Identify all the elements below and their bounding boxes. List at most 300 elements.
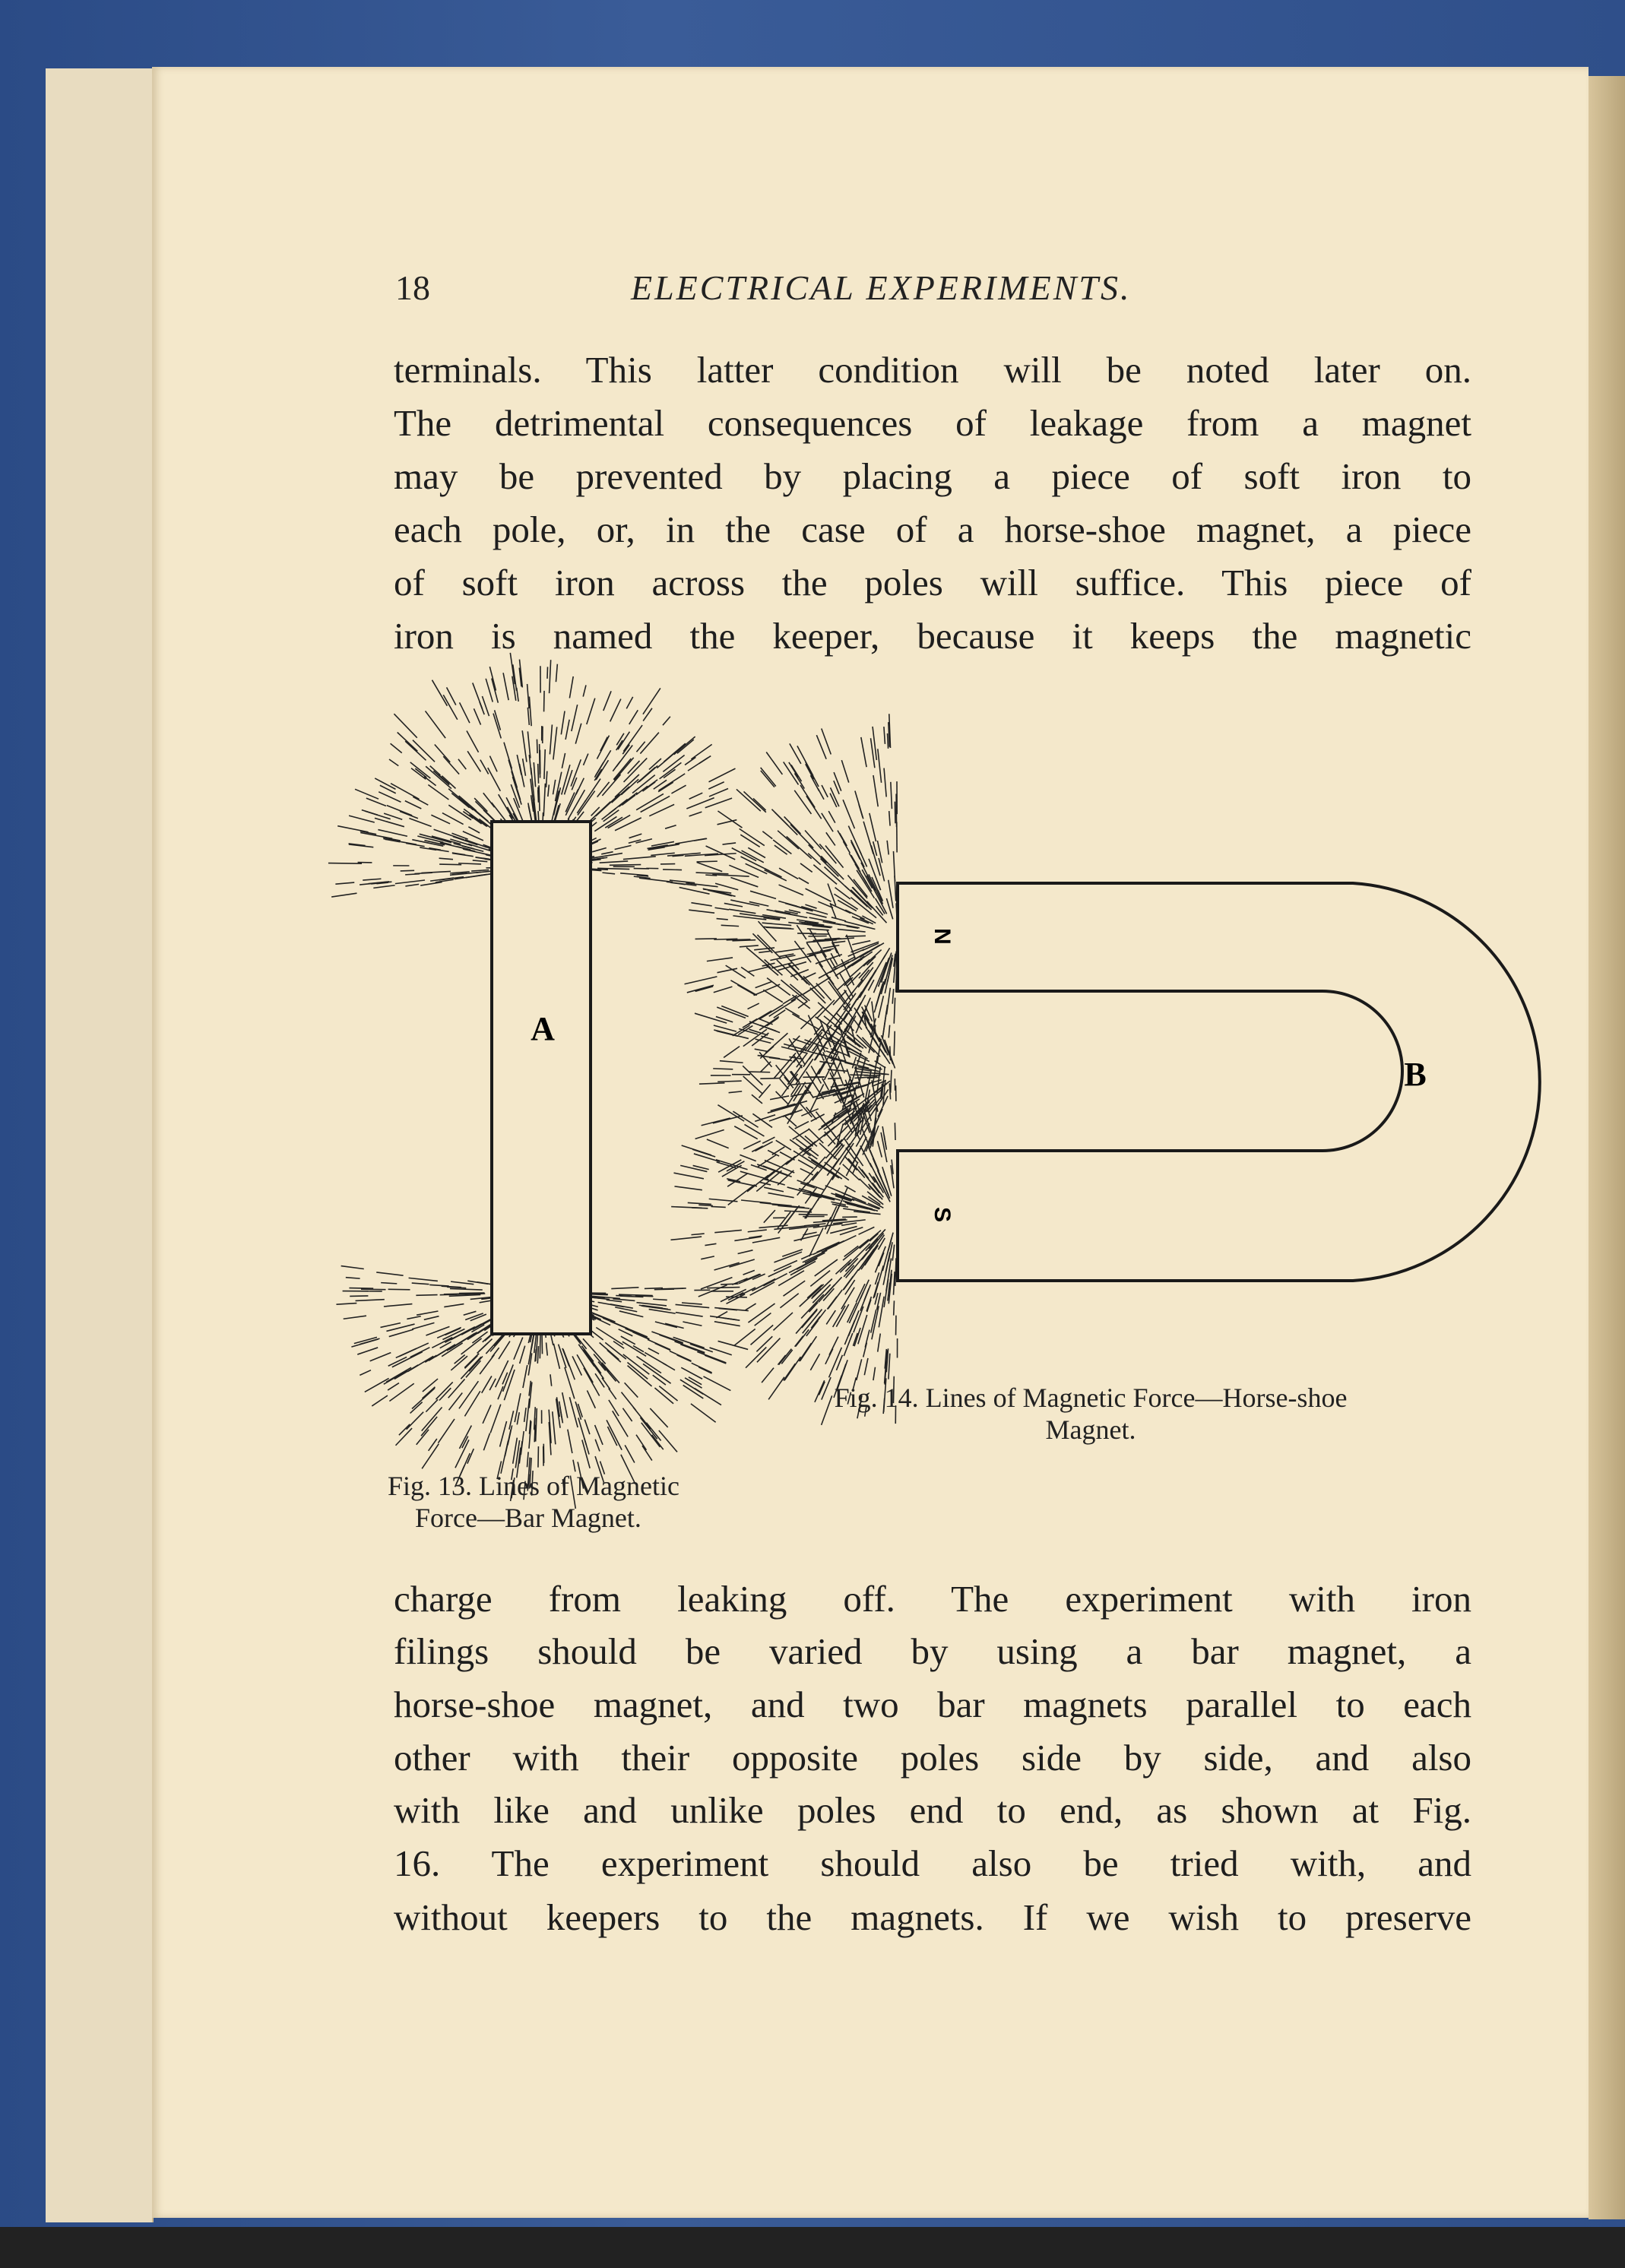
filing-stroke: [695, 1389, 721, 1405]
filing-stroke: [538, 764, 539, 784]
filing-stroke: [610, 1304, 633, 1308]
filing-stroke: [522, 730, 527, 762]
filing-stroke: [683, 1322, 702, 1326]
filing-stroke: [527, 708, 529, 725]
filing-stroke: [603, 691, 611, 711]
text-line: 16. The experiment should also be tried with, and: [394, 1842, 1471, 1884]
filing-stroke: [707, 1139, 729, 1148]
filing-stroke: [709, 789, 728, 797]
filing-stroke: [748, 1003, 759, 1009]
filing-stroke: [894, 1300, 895, 1315]
filing-stroke: [809, 844, 827, 863]
filing-stroke: [636, 786, 648, 794]
filing-stroke: [759, 1085, 770, 1098]
filing-stroke: [766, 927, 793, 929]
filing-stroke: [727, 1294, 746, 1304]
filing-stroke: [746, 1303, 756, 1310]
filing-stroke: [806, 1320, 819, 1335]
filing-stroke: [779, 1349, 792, 1365]
text-line: with like and unlike poles end to end, as shown at Fig.: [394, 1789, 1471, 1831]
filing-stroke: [639, 878, 673, 882]
filing-stroke: [331, 893, 356, 897]
filing-stroke: [682, 1145, 711, 1155]
filing-stroke: [587, 1390, 595, 1408]
filing-stroke: [592, 847, 607, 851]
filing-stroke: [702, 1118, 730, 1126]
filing-stroke: [743, 1270, 755, 1275]
text-line: The detrimental consequences of leakage from a magnet: [394, 402, 1471, 444]
filing-stroke: [671, 1207, 702, 1208]
filing-stroke: [752, 1279, 775, 1291]
filing-stroke: [717, 811, 742, 828]
filing-stroke: [480, 760, 489, 774]
filing-stroke: [764, 1187, 784, 1192]
filing-stroke: [677, 1355, 692, 1362]
filing-stroke: [632, 1332, 649, 1340]
filing-stroke: [439, 864, 461, 865]
filing-stroke: [689, 812, 702, 816]
filing-stroke: [888, 733, 889, 749]
filing-stroke: [717, 919, 728, 920]
filing-stroke: [629, 834, 642, 838]
filing-stroke: [622, 795, 635, 805]
filing-stroke: [879, 996, 884, 1018]
filing-stroke: [790, 1092, 811, 1096]
filing-stroke: [458, 759, 466, 769]
filing-stroke: [594, 816, 616, 831]
filing-stroke: [584, 754, 588, 765]
filing-stroke: [474, 708, 480, 724]
filing-stroke: [711, 1206, 726, 1207]
filing-stroke: [794, 790, 811, 814]
filing-stroke: [602, 1363, 619, 1383]
filing-stroke: [717, 1007, 746, 1018]
filing-stroke: [835, 1004, 851, 1027]
filing-stroke: [870, 813, 876, 841]
text-line: other with their opposite poles side by side, and also: [394, 1737, 1471, 1779]
filing-stroke: [676, 1313, 703, 1316]
filing-stroke: [835, 1084, 846, 1108]
filing-stroke: [643, 708, 652, 721]
filing-stroke: [752, 1237, 780, 1243]
filing-stroke: [655, 1343, 670, 1350]
filing-stroke: [438, 1419, 455, 1443]
filing-stroke: [768, 1105, 796, 1113]
filing-stroke: [422, 1387, 435, 1398]
filing-stroke: [835, 1259, 851, 1274]
horseshoe-label: B: [1404, 1056, 1427, 1093]
filing-stroke: [575, 724, 581, 744]
filing-stroke: [619, 1311, 643, 1317]
iron-filings-lines: [328, 653, 898, 1509]
filing-stroke: [834, 772, 841, 791]
filing-stroke: [596, 760, 608, 780]
filing-stroke: [755, 1313, 771, 1326]
filing-stroke: [464, 1391, 480, 1416]
filing-stroke: [561, 711, 565, 734]
filing-stroke: [843, 841, 850, 853]
filing-stroke: [429, 1284, 448, 1286]
filing-stroke: [770, 1096, 789, 1100]
filing-stroke: [399, 1424, 410, 1435]
filing-stroke: [505, 1430, 511, 1457]
filing-stroke: [431, 815, 450, 824]
filing-stroke: [719, 1308, 737, 1310]
filing-stroke: [611, 1288, 638, 1289]
filing-stroke: [401, 870, 414, 871]
filing-stroke: [809, 917, 832, 922]
filing-stroke: [811, 1316, 820, 1328]
filing-stroke: [889, 880, 893, 908]
filing-stroke: [388, 1383, 399, 1390]
filing-stroke: [584, 779, 600, 803]
filing-stroke: [748, 847, 765, 857]
filing-stroke: [665, 1323, 683, 1328]
filing-stroke: [553, 1411, 556, 1444]
filing-stroke: [466, 1360, 480, 1377]
filing-stroke: [394, 1365, 418, 1379]
filing-stroke: [610, 865, 641, 866]
filing-stroke: [758, 1155, 776, 1167]
filing-stroke: [851, 840, 865, 867]
filing-stroke: [799, 1343, 811, 1361]
filing-stroke: [697, 861, 717, 862]
filing-stroke: [613, 1411, 628, 1437]
filing-stroke: [740, 1155, 755, 1161]
filing-stroke: [628, 1366, 652, 1386]
south-pole-label: S: [930, 1206, 955, 1223]
filing-stroke: [387, 806, 412, 816]
filing-stroke: [724, 1047, 740, 1058]
filing-stroke: [439, 858, 453, 859]
filing-stroke: [892, 989, 893, 1004]
filing-stroke: [841, 1223, 857, 1225]
filing-stroke: [776, 1140, 791, 1150]
filing-stroke: [841, 760, 848, 782]
filing-stroke: [754, 984, 781, 996]
filing-stroke: [864, 1288, 869, 1300]
filing-stroke: [877, 1141, 882, 1157]
filing-stroke: [832, 942, 838, 953]
filing-stroke: [692, 1363, 712, 1373]
filing-stroke: [568, 1430, 572, 1453]
filing-stroke: [550, 724, 552, 754]
filing-stroke: [594, 750, 610, 778]
filing-stroke: [391, 784, 419, 800]
filing-stroke: [517, 755, 521, 774]
filing-stroke: [664, 743, 685, 762]
filing-stroke: [486, 679, 493, 702]
caption-line: Fig. 14. Lines of Magnetic Force—Horse-shoe: [834, 1383, 1348, 1413]
filing-stroke: [798, 1160, 813, 1168]
filing-stroke: [729, 1259, 754, 1267]
filing-stroke: [436, 1382, 452, 1399]
filing-stroke: [615, 845, 632, 849]
filing-stroke: [865, 1330, 870, 1348]
filing-stroke: [607, 1427, 616, 1446]
text-line: filings should be varied by using a bar magnet, a: [394, 1630, 1471, 1672]
filing-stroke: [728, 1185, 755, 1205]
filing-stroke: [608, 815, 631, 828]
filing-stroke: [798, 1001, 807, 1008]
filing-stroke: [709, 768, 736, 782]
filing-stroke: [584, 1368, 600, 1396]
filing-stroke: [394, 714, 417, 737]
filing-stroke: [479, 1343, 488, 1351]
filing-stroke: [435, 744, 450, 762]
filing-stroke: [413, 797, 428, 805]
filing-stroke: [537, 1346, 538, 1364]
filing-stroke: [416, 1295, 437, 1296]
filing-stroke: [826, 1310, 835, 1324]
caption-line: Magnet.: [1045, 1414, 1136, 1445]
filing-stroke: [691, 1234, 704, 1235]
filing-stroke: [705, 875, 717, 876]
filing-stroke: [681, 1367, 702, 1379]
filing-stroke: [360, 1370, 371, 1376]
filing-stroke: [685, 977, 717, 984]
filing-stroke: [810, 1354, 819, 1370]
filing-stroke: [655, 1322, 677, 1328]
filing-stroke: [633, 1408, 651, 1430]
filing-stroke: [572, 1356, 581, 1375]
filing-stroke: [741, 1200, 771, 1203]
filing-stroke: [694, 1154, 720, 1161]
filing-stroke: [764, 1210, 775, 1223]
filing-stroke: [747, 967, 768, 972]
filing-stroke: [344, 1316, 366, 1319]
filing-stroke: [714, 1262, 740, 1270]
filing-stroke: [607, 1420, 622, 1449]
filing-stroke: [843, 800, 854, 828]
filing-stroke: [799, 878, 809, 884]
filing-stroke: [750, 891, 776, 898]
filing-stroke: [771, 1104, 795, 1110]
filing-stroke: [565, 1367, 575, 1398]
filing-stroke: [461, 1357, 481, 1379]
filing-stroke: [534, 1418, 535, 1430]
filing-stroke: [757, 935, 781, 959]
filing-stroke: [405, 884, 419, 886]
filing-stroke: [483, 1433, 489, 1451]
filing-stroke: [636, 1435, 646, 1450]
filing-stroke: [762, 923, 792, 925]
filing-stroke: [740, 828, 765, 845]
filing-stroke: [643, 688, 660, 714]
filing-stroke: [805, 831, 822, 850]
filing-stroke: [420, 834, 451, 842]
filing-stroke: [674, 1186, 702, 1190]
filing-stroke: [797, 925, 806, 939]
filing-stroke: [715, 883, 738, 890]
filing-stroke: [473, 860, 488, 862]
text-line: iron is named the keeper, because it keeps the magnetic: [394, 615, 1471, 657]
filing-stroke: [492, 679, 498, 703]
filing-stroke: [524, 1408, 526, 1422]
filing-stroke: [679, 887, 710, 894]
filing-stroke: [623, 857, 656, 860]
filing-stroke: [708, 782, 724, 789]
filing-stroke: [556, 664, 557, 682]
filing-stroke: [391, 743, 402, 752]
filing-stroke: [609, 1389, 616, 1399]
filing-stroke: [384, 1370, 407, 1384]
filing-stroke: [797, 1180, 824, 1190]
filing-stroke: [471, 870, 489, 872]
filing-stroke: [341, 1266, 364, 1269]
filing-stroke: [806, 796, 822, 819]
filing-stroke: [784, 1364, 796, 1380]
filing-stroke: [826, 832, 835, 845]
filing-stroke: [578, 791, 595, 816]
filing-stroke: [822, 946, 839, 949]
filing-stroke: [420, 882, 442, 885]
filing-stroke: [426, 711, 446, 738]
filing-stroke: [381, 1323, 401, 1328]
filing-stroke: [759, 1018, 773, 1025]
filing-stroke: [423, 1379, 438, 1392]
filing-stroke: [724, 903, 743, 906]
filing-stroke: [514, 798, 524, 822]
filing-stroke: [743, 1076, 762, 1094]
filing-stroke: [779, 885, 803, 895]
filing-stroke: [356, 1300, 385, 1301]
filing-stroke: [373, 885, 394, 889]
filing-stroke: [610, 1322, 628, 1329]
filing-stroke: [854, 1328, 860, 1346]
filing-stroke: [736, 789, 761, 811]
filing-stroke: [717, 1081, 741, 1082]
filing-stroke: [508, 759, 517, 787]
filing-stroke: [614, 758, 634, 781]
filing-stroke: [894, 1031, 895, 1056]
filing-stroke: [546, 1342, 548, 1355]
filing-stroke: [640, 733, 658, 754]
filing-stroke: [789, 762, 798, 778]
filing-stroke: [691, 1404, 716, 1422]
filing-stroke: [784, 1211, 812, 1212]
filing-stroke: [810, 988, 825, 1003]
filing-stroke: [698, 1367, 711, 1373]
filing-stroke: [395, 880, 425, 884]
filing-stroke: [774, 1261, 797, 1272]
filing-stroke: [889, 811, 890, 825]
filing-stroke: [687, 985, 714, 993]
text-line: horse-shoe magnet, and two bar magnets parallel to each: [394, 1684, 1471, 1725]
filing-stroke: [460, 702, 470, 723]
filing-stroke: [450, 1288, 483, 1290]
filing-stroke: [691, 903, 711, 906]
filing-stroke: [410, 1402, 423, 1414]
filing-stroke: [543, 784, 545, 816]
filing-stroke: [742, 850, 764, 863]
filing-stroke: [778, 1271, 804, 1286]
filing-stroke: [810, 775, 819, 791]
filing-stroke: [745, 1124, 765, 1136]
filing-stroke: [625, 1383, 638, 1397]
filing-stroke: [778, 1208, 797, 1233]
filing-stroke: [785, 1008, 800, 1016]
filing-stroke: [602, 1378, 610, 1389]
filing-stroke: [584, 1420, 590, 1434]
filing-stroke: [470, 814, 486, 826]
filing-stroke: [753, 798, 766, 810]
fig13-caption: [388, 1470, 813, 1534]
filing-stroke: [355, 789, 379, 799]
filing-stroke: [547, 667, 548, 678]
filing-stroke: [874, 1073, 889, 1075]
filing-stroke: [489, 667, 496, 690]
filing-stroke: [859, 804, 863, 817]
filing-stroke: [569, 1397, 578, 1427]
filing-stroke: [730, 980, 756, 996]
filing-stroke: [560, 1407, 562, 1421]
filing-stroke: [625, 1445, 635, 1462]
filing-stroke: [803, 1310, 822, 1334]
filing-stroke: [892, 1245, 894, 1261]
filing-stroke: [790, 743, 801, 764]
filing-stroke: [615, 1307, 637, 1312]
filing-stroke: [459, 798, 473, 809]
filing-stroke: [498, 1386, 503, 1399]
filing-stroke: [636, 1357, 660, 1373]
filing-stroke: [864, 1358, 868, 1375]
filing-stroke: [372, 1395, 388, 1406]
filing-stroke: [895, 1258, 896, 1286]
filing-stroke: [444, 1304, 464, 1307]
filing-stroke: [328, 863, 362, 864]
filing-stroke: [357, 1348, 378, 1354]
filing-stroke: [701, 1256, 714, 1259]
filing-stroke: [521, 1431, 524, 1455]
filing-stroke: [716, 1017, 733, 1022]
filing-stroke: [721, 1006, 748, 1017]
filing-stroke: [577, 800, 585, 813]
filing-stroke: [370, 1353, 391, 1361]
filing-stroke: [553, 780, 556, 794]
filing-stroke: [873, 775, 878, 806]
filing-stroke: [405, 874, 420, 875]
filing-stroke: [838, 831, 844, 842]
filing-stroke: [442, 813, 464, 825]
filing-stroke: [550, 1374, 552, 1386]
filing-stroke: [474, 798, 487, 812]
filing-stroke: [384, 813, 402, 819]
filing-stroke: [384, 1304, 412, 1307]
filing-stroke: [800, 1168, 813, 1174]
filing-stroke: [654, 1289, 674, 1290]
filing-stroke: [792, 1014, 819, 1030]
filing-stroke: [843, 1276, 853, 1290]
filing-stroke: [878, 1238, 885, 1250]
filing-stroke: [795, 1336, 803, 1347]
filing-stroke: [812, 1279, 832, 1299]
filing-stroke: [713, 1116, 743, 1123]
filing-stroke: [893, 851, 895, 881]
filing-stroke: [626, 697, 632, 709]
filing-stroke: [595, 1373, 604, 1387]
filing-stroke: [827, 1297, 837, 1310]
filing-stroke: [388, 1289, 410, 1290]
filing-stroke: [467, 730, 479, 752]
filing-stroke: [443, 756, 459, 774]
filing-stroke: [828, 811, 835, 822]
filing-stroke: [562, 753, 565, 768]
filing-stroke: [844, 1246, 859, 1256]
filing-stroke: [763, 1274, 787, 1286]
filing-stroke: [674, 736, 695, 755]
filing-stroke: [774, 1010, 785, 1018]
